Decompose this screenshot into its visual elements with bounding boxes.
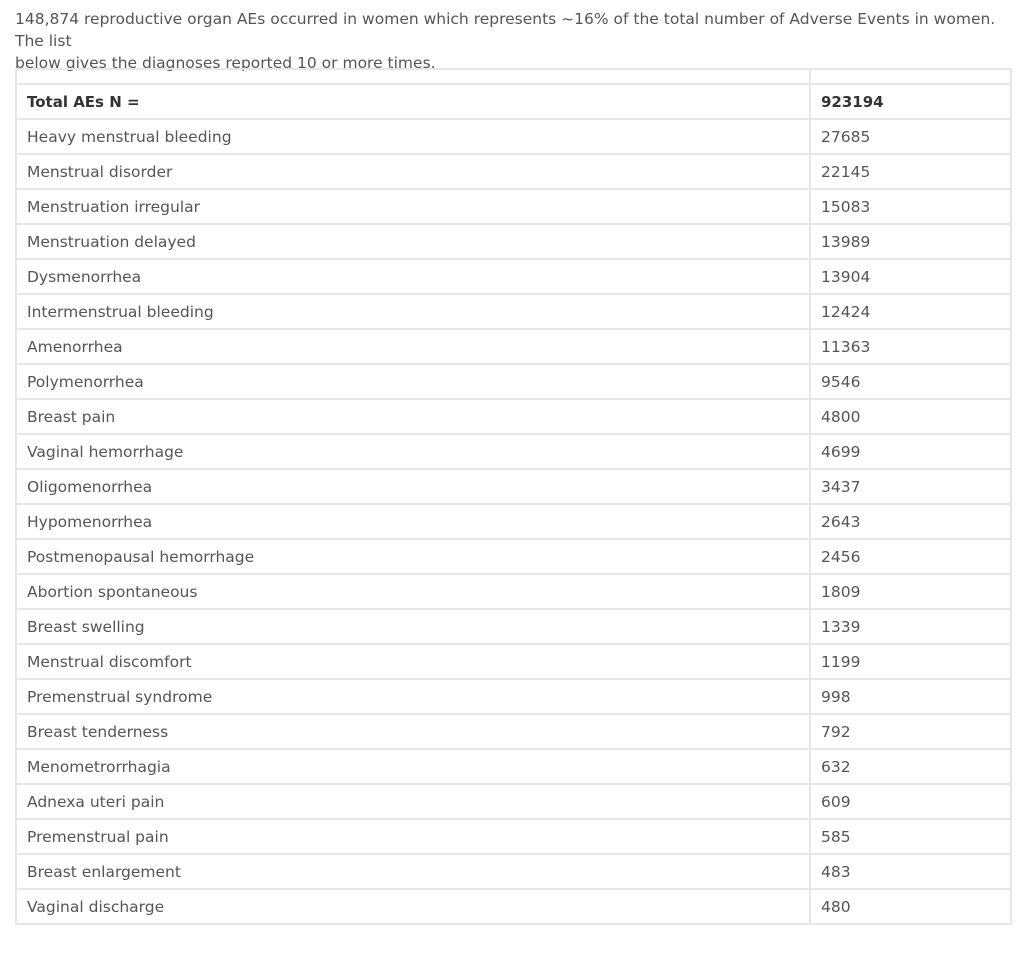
- table-header-row: [16, 84, 1011, 119]
- adverse-events-table-wrapper: [15, 68, 1010, 925]
- table-row: [16, 679, 1011, 714]
- intro-paragraph: [15, 8, 1005, 74]
- table-row: [16, 714, 1011, 749]
- table-row: [16, 889, 1011, 924]
- adverse-events-table: [15, 68, 1012, 925]
- count-cell: 4699: [810, 434, 1011, 469]
- table-row: [16, 189, 1011, 224]
- intro-line-1: 148,874 reproductive organ AEs occurred in women which represents ~16% of the total number of Adverse Events in women. The list: [15, 10, 996, 50]
- count-cell: 1339: [810, 609, 1011, 644]
- count-cell: 483: [810, 854, 1011, 889]
- diagnosis-cell: Breast tenderness: [16, 714, 810, 749]
- count-cell: 632: [810, 749, 1011, 784]
- diagnosis-cell: Menstrual discomfort: [16, 644, 810, 679]
- diagnosis-cell: Premenstrual pain: [16, 819, 810, 854]
- count-cell: 1199: [810, 644, 1011, 679]
- count-cell: 9546: [810, 364, 1011, 399]
- diagnosis-cell: Dysmenorrhea: [16, 259, 810, 294]
- table-row: [16, 609, 1011, 644]
- diagnosis-cell: Breast swelling: [16, 609, 810, 644]
- total-value-cell: 923194: [810, 84, 1011, 119]
- table-row: [16, 294, 1011, 329]
- table-row: [16, 749, 1011, 784]
- table-row: [16, 364, 1011, 399]
- table-row: [16, 154, 1011, 189]
- count-cell: 609: [810, 784, 1011, 819]
- count-cell: 12424: [810, 294, 1011, 329]
- diagnosis-cell: Oligomenorrhea: [16, 469, 810, 504]
- diagnosis-cell: Menometrorrhagia: [16, 749, 810, 784]
- table-row: [16, 574, 1011, 609]
- count-cell: 13989: [810, 224, 1011, 259]
- intro-line-2: below gives the diagnoses reported 10 or more times.: [15, 54, 436, 72]
- count-cell: 1809: [810, 574, 1011, 609]
- spacer-cell: [16, 69, 810, 84]
- count-cell: 2456: [810, 539, 1011, 574]
- diagnosis-cell: Menstruation delayed: [16, 224, 810, 259]
- count-cell: 2643: [810, 504, 1011, 539]
- diagnosis-cell: Adnexa uteri pain: [16, 784, 810, 819]
- table-row: [16, 119, 1011, 154]
- table-row: [16, 469, 1011, 504]
- count-cell: 480: [810, 889, 1011, 924]
- diagnosis-cell: Postmenopausal hemorrhage: [16, 539, 810, 574]
- table-row: [16, 854, 1011, 889]
- diagnosis-cell: Breast pain: [16, 399, 810, 434]
- table-row: [16, 784, 1011, 819]
- count-cell: 11363: [810, 329, 1011, 364]
- table-row: [16, 504, 1011, 539]
- count-cell: 27685: [810, 119, 1011, 154]
- diagnosis-cell: Premenstrual syndrome: [16, 679, 810, 714]
- count-cell: 3437: [810, 469, 1011, 504]
- count-cell: 4800: [810, 399, 1011, 434]
- count-cell: 998: [810, 679, 1011, 714]
- table-row: [16, 399, 1011, 434]
- diagnosis-cell: Vaginal hemorrhage: [16, 434, 810, 469]
- diagnosis-cell: Amenorrhea: [16, 329, 810, 364]
- table-row: [16, 539, 1011, 574]
- count-cell: 22145: [810, 154, 1011, 189]
- spacer-cell: [810, 69, 1011, 84]
- diagnosis-cell: Menstruation irregular: [16, 189, 810, 224]
- diagnosis-cell: Abortion spontaneous: [16, 574, 810, 609]
- diagnosis-cell: Vaginal discharge: [16, 889, 810, 924]
- table-spacer-row: [16, 69, 1011, 84]
- diagnosis-cell: Hypomenorrhea: [16, 504, 810, 539]
- count-cell: 13904: [810, 259, 1011, 294]
- diagnosis-cell: Heavy menstrual bleeding: [16, 119, 810, 154]
- table-row: [16, 259, 1011, 294]
- diagnosis-cell: Breast enlargement: [16, 854, 810, 889]
- table-row: [16, 224, 1011, 259]
- count-cell: 15083: [810, 189, 1011, 224]
- table-body: [16, 69, 1011, 924]
- table-row: [16, 329, 1011, 364]
- table-row: [16, 644, 1011, 679]
- diagnosis-cell: Intermenstrual bleeding: [16, 294, 810, 329]
- total-label-cell: Total AEs N =: [16, 84, 810, 119]
- diagnosis-cell: Polymenorrhea: [16, 364, 810, 399]
- table-row: [16, 434, 1011, 469]
- count-cell: 585: [810, 819, 1011, 854]
- table-row: [16, 819, 1011, 854]
- count-cell: 792: [810, 714, 1011, 749]
- diagnosis-cell: Menstrual disorder: [16, 154, 810, 189]
